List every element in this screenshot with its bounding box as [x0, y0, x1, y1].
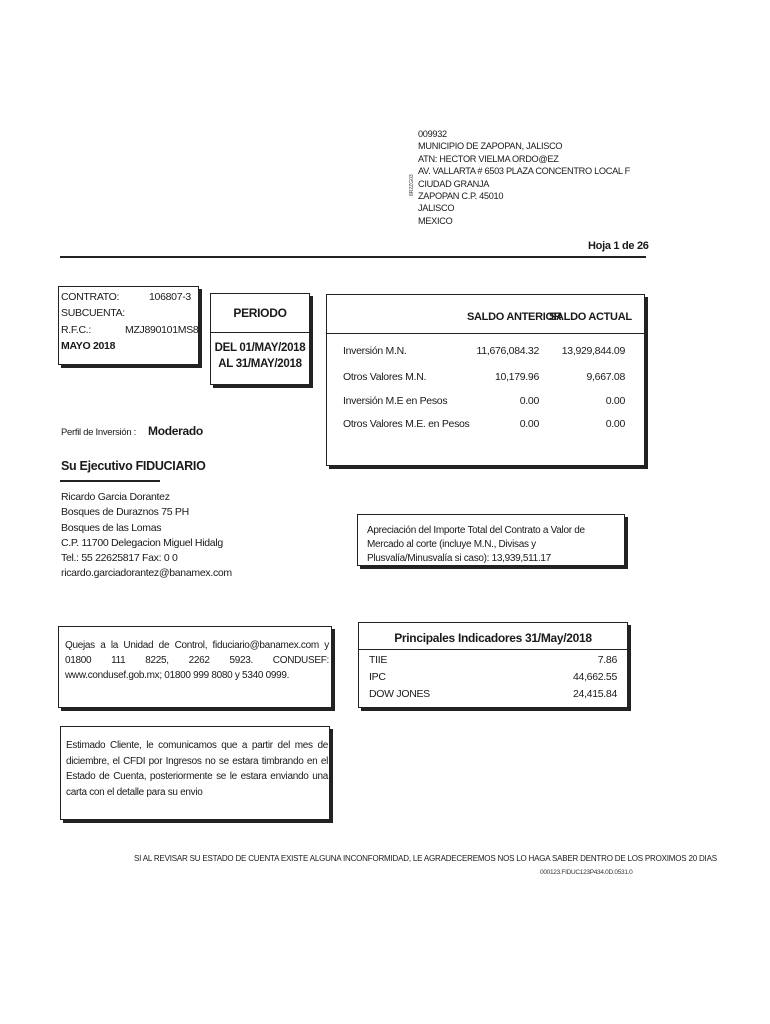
balance-row	[327, 371, 644, 385]
balance-actual: 9,667.08	[586, 371, 625, 383]
estimado-text: Estimado Cliente, le comunicamos que a partir del mes de diciembre, el CFDI por Ingresos no se estara timbrando en el Estado de Cuenta, posteriormente se le estara enviando una carta con el detalle para su envio	[66, 740, 328, 798]
ejecutivo-line: Ricardo Garcia Dorantez	[61, 491, 170, 503]
periodo-title: PERIODO	[233, 306, 287, 320]
statement-month: MAYO 2018	[61, 340, 116, 352]
indicador-name: DOW JONES	[369, 688, 430, 700]
address-line: ATN: HECTOR VIELMA ORDO@EZ	[418, 153, 559, 164]
indicadores-box	[358, 622, 628, 708]
subcuenta-label: SUBCUENTA:	[61, 307, 125, 319]
ejecutivo-line: Bosques de las Lomas	[61, 521, 162, 534]
balances-divider	[327, 333, 644, 334]
balance-anterior: 0.00	[519, 395, 539, 407]
ejecutivo-line: Bosques de Duraznos 75 PH	[61, 506, 189, 519]
ejecutivo-email: ricardo.garciadorantez@banamex.com	[61, 567, 232, 580]
balance-row	[327, 345, 644, 359]
balance-anterior: 11,676,084.32	[476, 345, 539, 357]
saldo-actual-header: SALDO ACTUAL	[549, 311, 632, 323]
footer-message: SI AL REVISAR SU ESTADO DE CUENTA EXISTE ALGUNA INCONFORMIDAD, LE AGRADECEREMOS NOS LO HAGA SABER DENTRO DE LOS PROXIMOS 20 DIAS	[134, 854, 717, 863]
apreciacion-box	[357, 514, 625, 566]
ejecutivo-divider	[60, 480, 160, 482]
rfc-label: R.F.C.:	[61, 324, 91, 336]
balance-actual: 0.00	[605, 418, 625, 430]
address-line: 009932	[418, 129, 447, 139]
balance-actual: 0.00	[605, 395, 625, 407]
balance-anterior: 0.00	[519, 418, 539, 430]
quejas-box	[58, 626, 332, 708]
periodo-box	[210, 293, 310, 385]
indicador-value: 7.86	[597, 654, 617, 666]
balance-actual: 13,929,844.09	[561, 345, 625, 357]
recipient-address	[418, 128, 630, 227]
quejas-text: Quejas a la Unidad de Control, fiduciario@banamex.com y 01800 111 8225, 2262 5923. CONDUSEF: www.condusef.gob.mx; 01800 999 8080 y 5340 0999.	[65, 640, 329, 681]
balance-label: Inversión M.N.	[343, 345, 407, 357]
periodo-from: DEL 01/MAY/2018	[214, 342, 306, 354]
side-code: 8R2ZG03	[409, 174, 415, 196]
address-line: MEXICO	[418, 215, 453, 226]
saldo-anterior-header: SALDO ANTERIOR	[467, 311, 562, 323]
balance-label: Inversión M.E en Pesos	[343, 395, 448, 407]
ejecutivo-info	[61, 490, 232, 582]
contrato-label: CONTRATO:	[61, 291, 120, 303]
balance-label: Otros Valores M.N.	[343, 371, 427, 383]
indicador-name: IPC	[369, 671, 386, 683]
perfil-label: Perfil de Inversión :	[61, 427, 137, 438]
periodo-divider	[211, 332, 309, 333]
page-number: Hoja 1 de 26	[588, 240, 649, 252]
indicador-name: TIIE	[369, 654, 388, 666]
estimado-box	[60, 726, 330, 820]
balance-row	[327, 395, 644, 409]
indicadores-divider	[359, 649, 627, 650]
balances-box	[326, 294, 645, 466]
periodo-to: AL 31/MAY/2018	[218, 358, 302, 370]
address-line: CIUDAD GRANJA	[418, 178, 490, 189]
ejecutivo-line: Tel.: 55 22625817 Fax: 0 0	[61, 552, 178, 565]
ejecutivo-line: C.P. 11700 Delegacion Miguel Hidalg	[61, 536, 223, 549]
footer-code: 000123.FIDUC123P434.0D.0531.0	[540, 869, 633, 876]
indicador-value: 24,415.84	[572, 688, 617, 700]
perfil-inversion	[61, 424, 203, 438]
indicador-value: 44,662.55	[572, 671, 617, 683]
address-line: AV. VALLARTA # 6503 PLAZA CONCENTRO LOCAL F	[418, 166, 630, 177]
indicadores-title: Principales Indicadores 31/May/2018	[394, 631, 592, 645]
balance-anterior: 10,179.96	[494, 371, 539, 383]
balance-label: Otros Valores M.E. en Pesos	[343, 418, 470, 430]
ejecutivo-title: Su Ejecutivo FIDUCIARIO	[61, 459, 206, 473]
contract-box	[58, 286, 199, 365]
address-line: JALISCO	[418, 203, 455, 214]
balance-row	[327, 418, 644, 432]
header-divider	[60, 256, 646, 258]
contrato-value: 106807-3	[149, 291, 191, 303]
rfc-value: MZJ890101MS8	[125, 324, 199, 336]
address-line: MUNICIPIO DE ZAPOPAN, JALISCO	[418, 141, 563, 152]
apreciacion-text: Apreciación del Importe Total del Contrato a Valor de Mercado al corte (incluye M.N., Divisas y Plusvalía/Minusvalía si caso): 13,939,511.17	[367, 525, 585, 564]
perfil-value: Moderado	[148, 424, 203, 438]
address-line: ZAPOPAN C.P. 45010	[418, 191, 504, 202]
